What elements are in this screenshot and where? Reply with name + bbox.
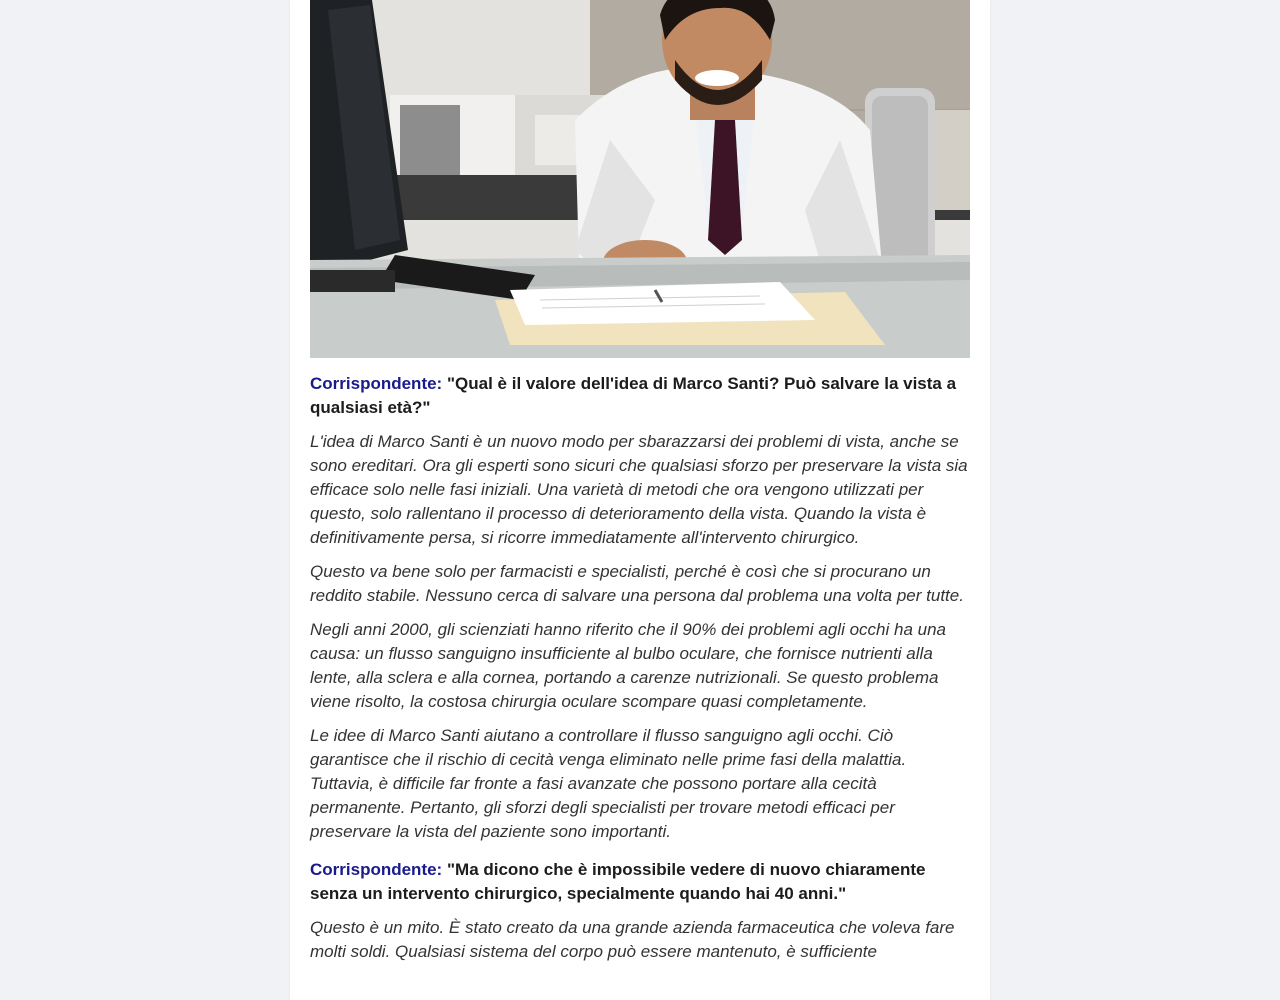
- speaker-label: Corrispondente:: [310, 374, 443, 393]
- question-text: "Qual è il valore dell'idea di Marco Santi? Può salvare la vista a qualsiasi età?": [310, 374, 957, 417]
- question-text: "Ma dicono che è impossibile vedere di nuovo chiaramente senza un intervento chirurgico, specialmente quando hai 40 anni.": [310, 860, 926, 903]
- question-1: [310, 372, 970, 420]
- article-card: [290, 0, 990, 1000]
- question-2: [310, 858, 970, 906]
- answer-paragraph: Questo è un mito. È stato creato da una grande azienda farmaceutica che voleva fare molti soldi. Qualsiasi sistema del corpo può essere mantenuto, è sufficiente: [310, 918, 955, 961]
- article-content: [310, 0, 970, 964]
- answer-paragraph: L'idea di Marco Santi è un nuovo modo per sbarazzarsi dei problemi di vista, anche se sono ereditari. Ora gli esperti sono sicuri che qualsiasi sforzo per preservare la vista sia efficace solo nelle fasi iniziali. Una varietà di metodi che ora vengono utilizzati per questo, solo rallentano il processo di deterioramento della vista. Quando la vista è definitivamente persa, si ricorre immediatamente all'intervento chirurgico.: [310, 432, 968, 547]
- answer-paragraph: Le idee di Marco Santi aiutano a controllare il flusso sanguigno agli occhi. Ciò garantisce che il rischio di cecità venga eliminato nelle prime fasi della malattia. Tuttavia, è difficile far fronte a fasi avanzate che possono portare alla cecità permanente. Pertanto, gli sforzi degli specialisti per trovare metodi efficaci per preservare la vista del paziente sono importanti.: [310, 726, 907, 841]
- speaker-label: Corrispondente:: [310, 860, 443, 879]
- answer-paragraph: Questo va bene solo per farmacisti e specialisti, perché è così che si procurano un reddito stabile. Nessuno cerca di salvare una persona dal problema una volta per tutte.: [310, 562, 964, 605]
- answer-paragraph: Negli anni 2000, gli scienziati hanno riferito che il 90% dei problemi agli occhi ha una causa: un flusso sanguigno insufficiente al bulbo oculare, che fornisce nutrienti alla lente, alla sclera e alla cornea, portando a carenze nutrizionali. Se questo problema viene risolto, la costosa chirurgia oculare scompare quasi completamente.: [310, 620, 946, 711]
- doctor-at-desk-photo: [310, 0, 970, 358]
